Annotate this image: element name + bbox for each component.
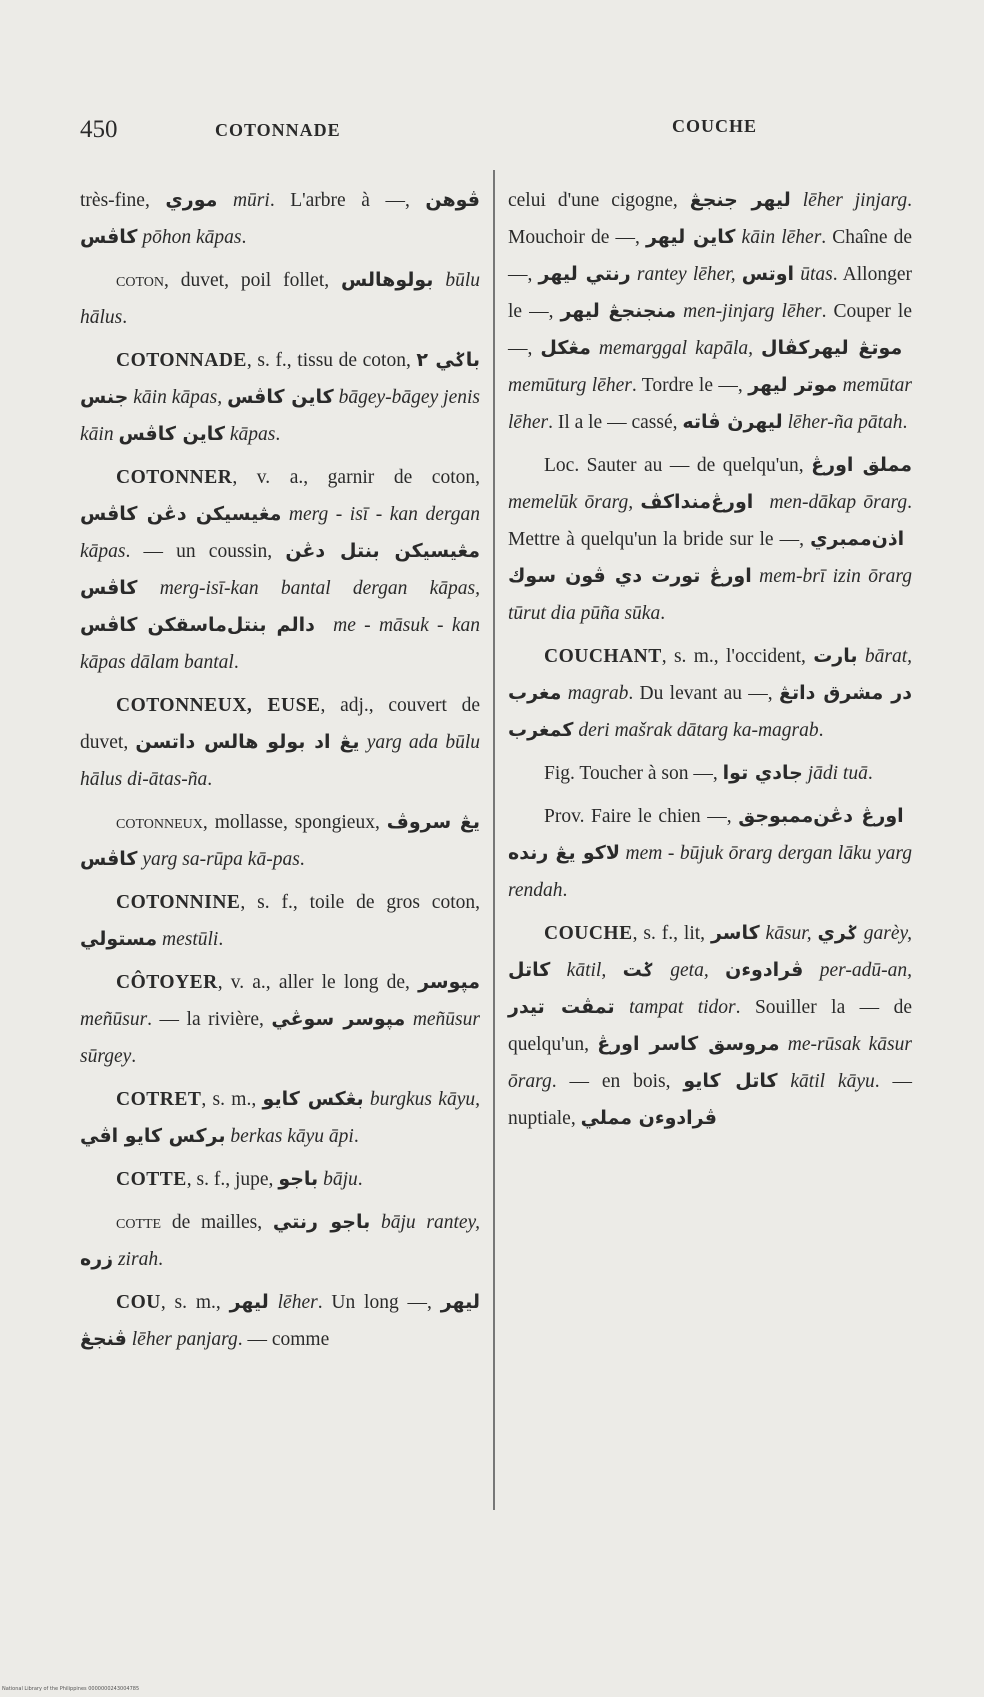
jawi-text: ݢري — [817, 922, 858, 944]
jawi-text: جادي توا — [722, 762, 803, 784]
definition-text: . — [275, 424, 281, 445]
transliteration: lēher panjarg — [126, 1329, 238, 1350]
transliteration: rantey lēher, — [630, 264, 742, 285]
jawi-text: بارت — [813, 645, 858, 667]
transliteration: kātil, — [550, 960, 623, 981]
jawi-text: مپوسر — [418, 971, 480, 993]
dictionary-entry — [80, 884, 480, 958]
definition-text: . Du levant au —, — [628, 683, 779, 704]
jawi-text: باݢي ٢ جنس — [80, 349, 480, 408]
definition-text: , s. m., — [201, 1089, 263, 1110]
headword: COTRET — [116, 1089, 202, 1110]
transliteration: būlu hālus — [80, 270, 481, 328]
definition-text: . — [660, 603, 666, 624]
jawi-text: كڤال — [761, 337, 810, 359]
definition-text: . Allonger le —, — [508, 264, 912, 322]
definition-text: , s. f., toile de gros coton, — [240, 892, 480, 913]
jawi-text: مغرب — [508, 682, 562, 704]
left-column — [80, 182, 480, 1364]
definition-text: . — [233, 652, 239, 673]
jawi-text: باجو رنتي — [272, 1211, 371, 1233]
jawi-text: ليهرڽ ڤاته — [682, 411, 783, 433]
jawi-text: كاتل كايو — [683, 1070, 778, 1092]
dictionary-entry — [508, 638, 912, 749]
definition-text: . Tordre le —, — [631, 375, 749, 396]
jawi-text: ݢت — [622, 959, 654, 981]
sub-headword: coton — [116, 270, 164, 291]
jawi-text: تمڤت تيدر — [508, 996, 615, 1018]
transliteration: bāju — [318, 1169, 358, 1190]
transliteration: yarg ada būlu hālus di-ātas-ña — [80, 732, 480, 790]
definition-text: . — [902, 412, 908, 433]
jawi-text: ممبوجق — [738, 805, 814, 827]
jawi-text: ممبري — [810, 528, 872, 550]
transliteration: mem-brī izin ōrarg tūrut dia pūña sūka — [508, 566, 912, 624]
page-header — [0, 116, 984, 146]
definition-text: celui d'une cigogne, — [508, 190, 690, 211]
sub-headword: cotte — [116, 1212, 162, 1233]
transliteration: burgkus kāyu, — [363, 1089, 480, 1110]
definition-text: . — en bois, — [551, 1071, 684, 1092]
jawi-text: مپوسر سوڠي — [271, 1008, 406, 1030]
definition-text: . — [241, 227, 247, 248]
definition-text: . Souiller la — de quelqu'un, — [508, 997, 913, 1055]
definition-text: . L'arbre à —, — [269, 190, 426, 211]
definition-text: . — [818, 720, 824, 741]
jawi-text: ڤوهن كاڤس — [80, 189, 480, 248]
definition-text: . Mettre à quelqu'un la bride sur le —, — [508, 492, 912, 550]
transliteration: lēher — [268, 1292, 318, 1313]
transliteration: pōhon kāpas — [137, 227, 242, 248]
transliteration: men-dākap ōrarg — [762, 492, 908, 513]
dictionary-entry — [80, 262, 480, 336]
jawi-text: كاين ليهر — [645, 226, 736, 248]
jawi-text: كاين كاڤس — [227, 386, 334, 408]
jawi-text: اورڠ دڠن لاكو يڠ رنده — [508, 805, 912, 864]
definition-text: très-fine, — [80, 190, 166, 211]
definition-text: , s. f., jupe, — [186, 1169, 279, 1190]
definition-text: . — un coussin, — [125, 541, 286, 562]
definition-text: . — [207, 769, 213, 790]
jawi-text: باجو — [278, 1168, 319, 1190]
definition-text: . — la rivière, — [147, 1009, 272, 1030]
transliteration: mūri — [217, 190, 270, 211]
transliteration: kāsur, — [759, 923, 818, 944]
jawi-text: اورڠ — [711, 491, 763, 513]
jawi-text: بولوهالس — [341, 269, 434, 291]
jawi-text: مڠكل — [540, 337, 591, 359]
jawi-text: ڤرادوءن مملي — [580, 1107, 717, 1129]
jawi-text: ليهر ڤنجڠ — [80, 1291, 480, 1350]
headword: CÔTOYER — [116, 972, 218, 993]
dictionary-entry — [80, 804, 480, 878]
dictionary-entry — [80, 1204, 480, 1278]
definition-text: . Chaîne de —, — [508, 227, 912, 285]
definition-text: , s. f., tissu de coton, — [246, 350, 417, 371]
jawi-text: اذن اورڠ تورت دي ڤون سوك — [508, 528, 912, 587]
transliteration: men-jinjarg lēher — [676, 301, 822, 322]
transliteration: meñūsur sūrgey — [80, 1009, 480, 1067]
jawi-text: مملق اورڠ — [811, 454, 912, 476]
transliteration: bāgey-bāgey jenis kāin — [80, 387, 480, 445]
jawi-text: يڠ اد بولو هالس داتسن — [135, 731, 360, 753]
definition-text: . Il a le — cassé, — [548, 412, 683, 433]
headword: COUCHANT — [544, 646, 662, 667]
definition-text: de mailles, — [161, 1212, 273, 1233]
dictionary-entry — [80, 342, 480, 453]
dictionary-entry — [80, 459, 480, 681]
transliteration: bārat, — [857, 646, 912, 667]
headword: COUCHE — [544, 923, 633, 944]
transliteration: garèy, — [857, 923, 912, 944]
transliteration: lēher-ña pātah — [782, 412, 903, 433]
jawi-text: زره — [80, 1248, 114, 1270]
jawi-text: ڤرادوءن — [725, 959, 804, 981]
headword: COU — [116, 1292, 161, 1313]
headword: COTONNINE — [116, 892, 241, 913]
jawi-text: مستولي — [80, 928, 158, 950]
transliteration: deri mašrak dātarg ka-magrab — [573, 720, 819, 741]
column-divider — [493, 170, 495, 1510]
headword: COTONNER — [116, 467, 233, 488]
dictionary-entry — [80, 182, 480, 256]
definition-text: . — comme — [237, 1329, 330, 1350]
definition-text: Prov. Faire le chien —, — [544, 806, 739, 827]
definition-text: , v. a., aller le long de, — [217, 972, 419, 993]
transliteration: memūturg lēher — [508, 375, 632, 396]
definition-text: , adj., couvert de duvet, — [80, 695, 480, 753]
transliteration: memelūk ōrarg, — [508, 492, 641, 513]
right-column — [508, 182, 912, 1143]
definition-text: , s. f., lit, — [632, 923, 711, 944]
transliteration: me-rūsak kāsur ōrarg — [508, 1034, 912, 1092]
running-head-left: COTONNADE — [215, 120, 341, 140]
jawi-text: منجنجڠ ليهر — [560, 300, 677, 322]
transliteration: kāin lēher — [735, 227, 822, 248]
transliteration: mem - būjuk ōrarg dergan lāku yarg rendah — [508, 843, 912, 901]
jawi-text: ليهر — [229, 1291, 269, 1313]
transliteration: yarg sa-rūpa kā-pas — [137, 849, 300, 870]
jawi-text: مڠيسيكن دڠن كاڤس — [80, 503, 282, 525]
jawi-text: اوتس — [741, 263, 795, 285]
transliteration: magrab — [561, 683, 629, 704]
jawi-text: رنتي ليهر — [538, 263, 631, 285]
dictionary-entry — [80, 687, 480, 798]
transliteration: kāpas — [224, 424, 276, 445]
scan-watermark: National Library of the Philippines 0000000243004785 — [2, 1686, 140, 1692]
dictionary-entry — [80, 964, 480, 1075]
transliteration: bāju rantey, — [370, 1212, 480, 1233]
headword: COTONNEUX, EUSE — [116, 695, 321, 716]
jawi-text: مڠيسيكن بنتل دڠن كاڤس — [80, 540, 480, 599]
definition-text: . Couper le —, — [508, 301, 912, 359]
transliteration: meñūsur — [80, 1009, 148, 1030]
headword: COTONNADE — [116, 350, 247, 371]
definition-text: , s. m., — [160, 1292, 230, 1313]
transliteration: memarggal kapāla, — [590, 338, 762, 359]
dictionary-entry — [508, 915, 912, 1137]
definition-text: , s. m., l'occident, — [661, 646, 814, 667]
headword: COTTE — [116, 1169, 187, 1190]
dictionary-entry — [508, 182, 912, 441]
definition-text: . — [218, 929, 224, 950]
jawi-text: كاتل — [508, 959, 551, 981]
transliteration: memūtar lēher — [508, 375, 912, 433]
jawi-text: بڠكس كايو — [262, 1088, 364, 1110]
jawi-text: كاسر — [710, 922, 760, 944]
transliteration: tampat tidor — [614, 997, 736, 1018]
transliteration: lēher jinjarg — [790, 190, 908, 211]
jawi-text: منداكڤ — [640, 491, 712, 513]
jawi-text: ماسقكن كاڤس — [80, 614, 227, 636]
transliteration: kātil kāyu — [777, 1071, 875, 1092]
definition-text: . Mouchoir de —, — [508, 190, 913, 248]
running-head-right: COUCHE — [672, 116, 758, 136]
jawi-text: كاين كاڤس — [118, 423, 225, 445]
dictionary-entry — [80, 1161, 480, 1198]
dictionary-entry — [508, 798, 912, 909]
definition-text: . — [353, 1126, 359, 1147]
definition-text: , duvet, poil follet, — [163, 270, 342, 291]
transliteration: berkas kāyu āpi — [225, 1126, 354, 1147]
definition-text: . — [122, 307, 128, 328]
jawi-text: دالم بنتل — [226, 614, 325, 636]
transliteration: kāin kāpas, — [128, 387, 228, 408]
definition-text: . — nuptiale, — [508, 1071, 913, 1129]
transliteration: geta, — [653, 960, 726, 981]
dictionary-entry — [80, 1284, 480, 1358]
transliteration: merg - isī - kan dergan kāpas — [80, 504, 480, 562]
definition-text: Loc. Sauter au — de quelqu'un, — [544, 455, 812, 476]
transliteration: jādi tuā — [802, 763, 868, 784]
transliteration: merg-isī-kan bantal dergan kāpas, — [137, 578, 480, 599]
jawi-text: موري — [165, 189, 218, 211]
jawi-text: ليهر جنجڠ — [689, 189, 791, 211]
jawi-text: موتڠ ليهر — [809, 337, 912, 359]
definition-text: . — [357, 1169, 363, 1190]
page-number: 450 — [80, 116, 118, 143]
jawi-text: مروسق كاسر اورڠ — [597, 1033, 780, 1055]
definition-text: Fig. Toucher à son —, — [544, 763, 723, 784]
sub-headword: cotonneux — [116, 812, 203, 833]
dictionary-entry — [508, 447, 912, 632]
transliteration: per-adū-an, — [803, 960, 912, 981]
transliteration: me - māsuk - kan kāpas dālam bantal — [80, 615, 480, 673]
definition-text: . Un long —, — [317, 1292, 441, 1313]
definition-text: , mollasse, spongieux, — [202, 812, 387, 833]
definition-text: . — [299, 849, 305, 870]
dictionary-entry — [80, 1081, 480, 1155]
definition-text: , v. a., garnir de coton, — [232, 467, 480, 488]
jawi-text: در مشرق داتڠ كمغرب — [508, 682, 912, 741]
transliteration: mestūli — [157, 929, 219, 950]
definition-text: . — [131, 1046, 137, 1067]
jawi-text: بركس كايو اڤي — [80, 1125, 226, 1147]
transliteration: ūtas — [794, 264, 833, 285]
definition-text: . — [158, 1249, 163, 1270]
dictionary-entry — [508, 755, 912, 792]
definition-text: . — [562, 880, 568, 901]
definition-text: . — [867, 763, 873, 784]
transliteration: zirah — [113, 1249, 159, 1270]
jawi-text: يڠ سروڤ كاڤس — [80, 811, 480, 870]
jawi-text: موتر ليهر — [748, 374, 838, 396]
